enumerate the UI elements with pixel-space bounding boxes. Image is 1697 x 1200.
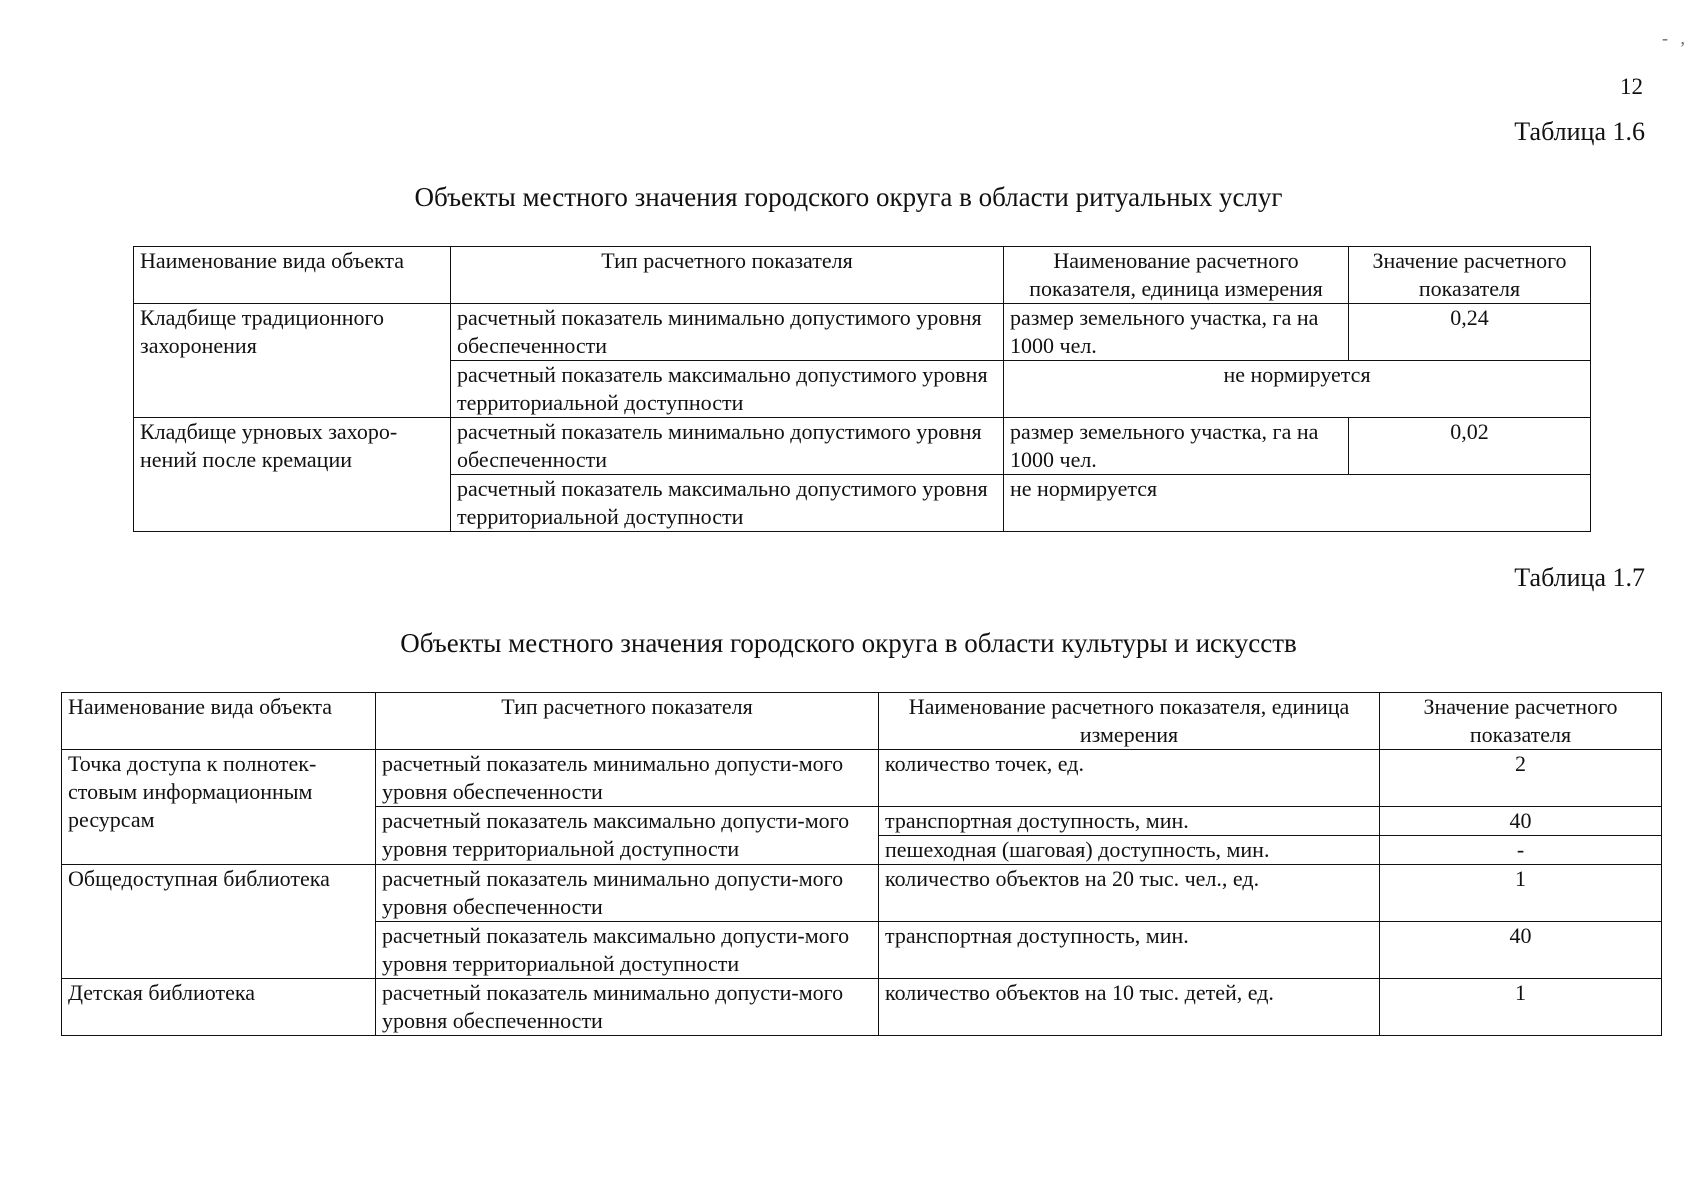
cell-type: расчетный показатель минимально допустимого уровня обеспеченности xyxy=(451,304,1004,361)
cell-value: 1 xyxy=(1380,865,1662,922)
table-header-row xyxy=(62,693,1662,750)
cell-value: 0,24 xyxy=(1349,304,1591,361)
header-object: Наименование вида объекта xyxy=(134,247,451,304)
cell-type: расчетный показатель максимально допустимого уровня территориальной доступности xyxy=(451,475,1004,532)
cell-value: 40 xyxy=(1380,807,1662,836)
table-row xyxy=(62,750,1662,807)
cell-name: размер земельного участка, га на 1000 чел. xyxy=(1004,418,1349,475)
cell-type: расчетный показатель минимально допусти-мого уровня обеспеченности xyxy=(376,865,879,922)
cell-type: расчетный показатель минимально допусти-мого уровня обеспеченности xyxy=(376,979,879,1036)
cell-merged-value: не нормируется xyxy=(1004,475,1591,532)
table-header-row xyxy=(134,247,1591,304)
table-row xyxy=(62,979,1662,1036)
cell-value: 1 xyxy=(1380,979,1662,1036)
cell-object: Кладбище традиционного захоронения xyxy=(134,304,451,418)
table-caption: Таблица 1.7 xyxy=(1514,563,1645,592)
cell-name: количество объектов на 10 тыс. детей, ед. xyxy=(879,979,1380,1036)
table-row xyxy=(134,418,1591,475)
cell-type: расчетный показатель максимально допусти-мого уровня территориальной доступности xyxy=(376,922,879,979)
table-caption: Таблица 1.6 xyxy=(1514,117,1645,146)
culture-arts-table xyxy=(61,692,1662,1036)
table-row xyxy=(62,865,1662,922)
cell-name: пешеходная (шаговая) доступность, мин. xyxy=(879,836,1380,865)
cell-object: Точка доступа к полнотек-стовым информационным ресурсам xyxy=(62,750,376,865)
cell-merged-value: не нормируется xyxy=(1004,361,1591,418)
table-title: Объекты местного значения городского округа в области ритуальных услуг xyxy=(414,182,1283,212)
ritual-services-table xyxy=(133,246,1591,532)
table-title: Объекты местного значения городского округа в области культуры и искусств xyxy=(400,628,1297,658)
cell-type: расчетный показатель максимально допустимого уровня территориальной доступности xyxy=(451,361,1004,418)
header-value: Значение расчетного показателя xyxy=(1380,693,1662,750)
header-type: Тип расчетного показателя xyxy=(451,247,1004,304)
cell-type: расчетный показатель максимально допусти-мого уровня территориальной доступности xyxy=(376,807,879,865)
cell-name: размер земельного участка, га на 1000 чел. xyxy=(1004,304,1349,361)
cell-name: количество точек, ед. xyxy=(879,750,1380,807)
cell-value: 0,02 xyxy=(1349,418,1591,475)
cell-name: транспортная доступность, мин. xyxy=(879,807,1380,836)
cell-type: расчетный показатель минимально допусти-мого уровня обеспеченности xyxy=(376,750,879,807)
cell-object: Общедоступная библиотека xyxy=(62,865,376,979)
cell-name: количество объектов на 20 тыс. чел., ед. xyxy=(879,865,1380,922)
cell-type: расчетный показатель минимально допустимого уровня обеспеченности xyxy=(451,418,1004,475)
cell-value: 2 xyxy=(1380,750,1662,807)
cell-object: Кладбище урновых захоро-нений после кремации xyxy=(134,418,451,532)
cell-value: 40 xyxy=(1380,922,1662,979)
cell-name: транспортная доступность, мин. xyxy=(879,922,1380,979)
header-name: Наименование расчетного показателя, единица измерения xyxy=(879,693,1380,750)
header-type: Тип расчетного показателя xyxy=(376,693,879,750)
cell-object: Детская библиотека xyxy=(62,979,376,1036)
header-value: Значение расчетного показателя xyxy=(1349,247,1591,304)
cell-value: - xyxy=(1380,836,1662,865)
header-name: Наименование расчетного показателя, единица измерения xyxy=(1004,247,1349,304)
page-number: 12 xyxy=(1620,74,1643,99)
header-object: Наименование вида объекта xyxy=(62,693,376,750)
table-row xyxy=(134,304,1591,361)
corner-mark: - , xyxy=(1662,28,1689,48)
